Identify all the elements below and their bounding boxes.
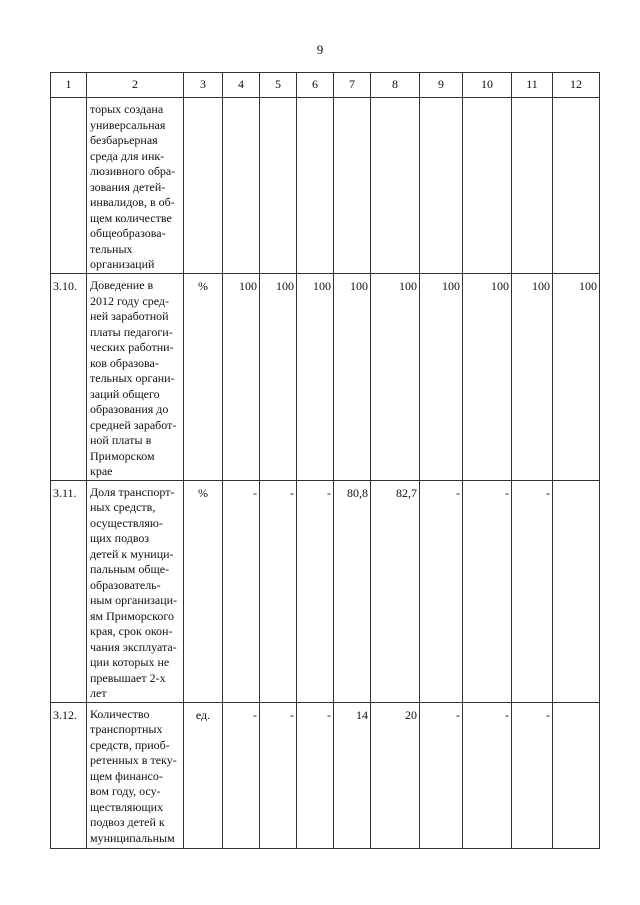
row-value: 80,8: [334, 480, 371, 702]
description-line: образования до: [90, 402, 169, 416]
description-line: ней заработной: [90, 309, 169, 323]
row-unit: %: [184, 480, 223, 702]
description-line: средств, приоб-: [90, 737, 170, 752]
description-line: вом году, осу-: [90, 784, 161, 798]
header-cell: 2: [87, 73, 184, 98]
description-line: торых создана: [90, 102, 164, 116]
description-line: ческих работни-: [90, 340, 174, 354]
row-value: -: [297, 702, 334, 848]
description-line: инвалидов, в об-: [90, 195, 175, 209]
row-number: 3.11.: [51, 480, 87, 702]
row-value: 82,7: [371, 480, 420, 702]
row-value: -: [420, 480, 463, 702]
description-line: щем финансо-: [90, 768, 163, 783]
description-line: ной платы в: [90, 433, 152, 447]
description-line: ков образова-: [90, 355, 159, 370]
row-value: 100: [463, 274, 512, 481]
description-line: превышает 2-х: [90, 670, 166, 685]
row-value: 100: [553, 274, 600, 481]
row-value: 100: [223, 274, 260, 481]
row-value: -: [260, 702, 297, 848]
description-line: муниципальным: [90, 830, 175, 845]
description-line: люзивного обра-: [90, 164, 176, 178]
description-line: детей к муници-: [90, 546, 174, 561]
description-line: Приморском: [90, 448, 155, 463]
row-description: [87, 480, 184, 702]
row-value: -: [512, 480, 553, 702]
row-value: -: [223, 480, 260, 702]
description-line: платы педагоги-: [90, 324, 173, 339]
description-line: осуществляю-: [90, 515, 163, 530]
row-value: -: [260, 480, 297, 702]
row-value: [553, 98, 600, 274]
row-value: 100: [512, 274, 553, 481]
description-line: края, срок окон-: [90, 624, 173, 638]
header-cell: 10: [463, 73, 512, 98]
row-unit: %: [184, 274, 223, 481]
table-row: [51, 480, 600, 702]
description-line: организаций: [90, 257, 155, 271]
row-value: -: [463, 480, 512, 702]
header-cell: 11: [512, 73, 553, 98]
row-number: 3.10.: [51, 274, 87, 481]
row-description: [87, 98, 184, 274]
indicator-table: [50, 72, 600, 849]
description-line: крае: [90, 464, 113, 478]
row-value: 100: [260, 274, 297, 481]
row-value: 100: [420, 274, 463, 481]
description-line: пальным обще-: [90, 562, 170, 576]
row-value: [420, 98, 463, 274]
header-row: [51, 73, 600, 98]
description-line: тельных: [90, 241, 133, 256]
row-value: [260, 98, 297, 274]
row-value: [297, 98, 334, 274]
row-description: [87, 702, 184, 848]
page-number: 9: [316, 42, 324, 57]
description-line: общеобразова-: [90, 226, 166, 240]
header-cell: 1: [51, 73, 87, 98]
row-unit: [184, 98, 223, 274]
description-line: ным организаци-: [90, 593, 178, 607]
header-cell: 6: [297, 73, 334, 98]
description-line: лет: [90, 686, 107, 700]
description-line: тельных органи-: [90, 371, 175, 385]
row-value: [463, 98, 512, 274]
description-line: подвоз детей к: [90, 815, 165, 829]
description-line: средней заработ-: [90, 417, 177, 432]
row-value: [553, 702, 600, 848]
row-value: -: [223, 702, 260, 848]
table-row: [51, 98, 600, 274]
header-cell: 4: [223, 73, 260, 98]
row-number: 3.12.: [51, 702, 87, 848]
row-value: 20: [371, 702, 420, 848]
row-value: [512, 98, 553, 274]
description-line: среда для инк-: [90, 148, 165, 163]
row-unit: ед.: [184, 702, 223, 848]
header-cell: 9: [420, 73, 463, 98]
description-line: щем количестве: [90, 210, 172, 225]
row-value: 14: [334, 702, 371, 848]
row-value: -: [463, 702, 512, 848]
description-line: ных средств,: [90, 500, 156, 514]
table-row: [51, 702, 600, 848]
header-cell: 7: [334, 73, 371, 98]
row-value: 100: [334, 274, 371, 481]
header-cell: 12: [553, 73, 600, 98]
description-line: Доля транспорт-: [90, 484, 175, 499]
description-line: ям Приморского: [90, 608, 174, 623]
row-number: [51, 98, 87, 274]
description-line: щих подвоз: [90, 531, 150, 545]
header-cell: 5: [260, 73, 297, 98]
description-line: заций общего: [90, 386, 160, 401]
description-line: универсальная: [90, 117, 166, 132]
row-value: 100: [371, 274, 420, 481]
row-value: -: [420, 702, 463, 848]
description-line: ретенных в теку-: [90, 753, 177, 767]
description-line: ции которых не: [90, 655, 170, 669]
header-cell: 8: [371, 73, 420, 98]
header-cell: 3: [184, 73, 223, 98]
row-value: [371, 98, 420, 274]
description-line: безбарьерная: [90, 133, 158, 147]
row-value: -: [512, 702, 553, 848]
description-line: транспортных: [90, 722, 163, 736]
description-line: 2012 году сред-: [90, 293, 169, 308]
description-line: образователь-: [90, 577, 161, 592]
row-value: [334, 98, 371, 274]
row-description: [87, 274, 184, 481]
description-line: зования детей-: [90, 179, 166, 194]
row-value: [223, 98, 260, 274]
row-value: -: [297, 480, 334, 702]
description-line: чания эксплуата-: [90, 639, 177, 654]
row-value: 100: [297, 274, 334, 481]
row-value: [553, 480, 600, 702]
table-row: [51, 274, 600, 481]
description-line: Доведение в: [90, 278, 154, 292]
description-line: ществляющих: [90, 799, 164, 814]
description-line: Количество: [90, 706, 150, 721]
